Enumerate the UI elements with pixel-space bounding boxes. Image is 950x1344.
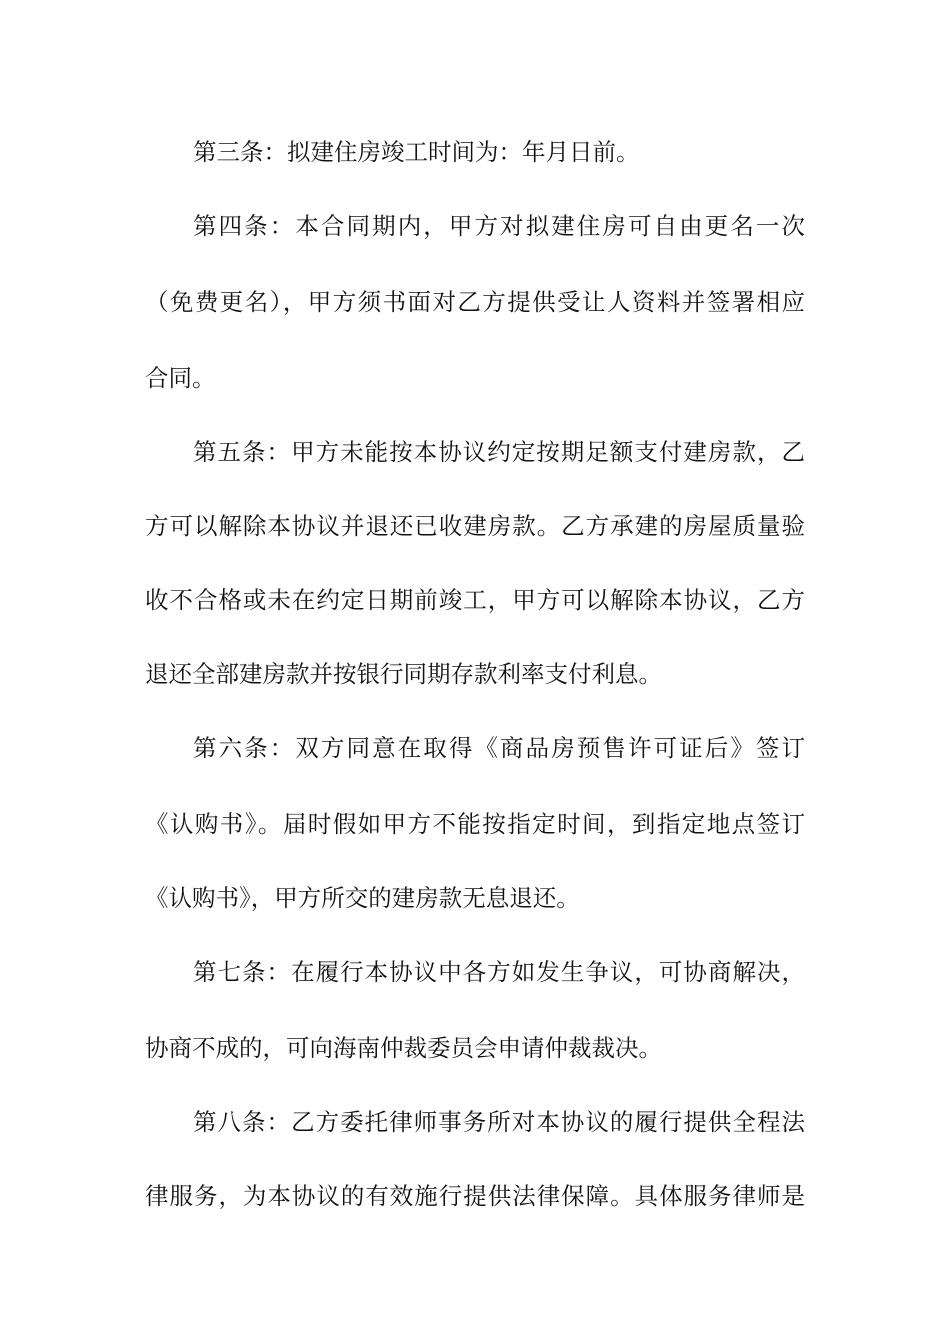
clause-8-line-2: 律服务，为本协议的有效施行提供法律保障。具体服务律师是 [145,1182,805,1210]
clause-7-line-2: 协商不成的，可向海南仲裁委员会申请仲裁裁决。 [145,1034,662,1062]
clause-3-line-1: 第三条：拟建住房竣工时间为：年月日前。 [193,138,640,166]
clause-5-line-4: 退还全部建房款并按银行同期存款利率支付利息。 [145,660,662,688]
clause-5-line-1: 第五条：甲方未能按本协议约定按期足额支付建房款，乙 [193,438,805,466]
clause-4-line-1: 第四条：本合同期内，甲方对拟建住房可自由更名一次 [193,212,805,240]
clause-6-line-2: 《认购书》。届时假如甲方不能按指定时间，到指定地点签订 [145,810,805,838]
clause-4-line-3: 合同。 [145,364,216,392]
clause-7-line-1: 第七条：在履行本协议中各方如发生争议，可协商解决， [193,958,805,986]
clause-5-line-3: 收不合格或未在约定日期前竣工，甲方可以解除本协议，乙方 [145,586,805,614]
clause-6-line-3: 《认购书》，甲方所交的建房款无息退还。 [145,884,580,912]
clause-8-line-1: 第八条：乙方委托律师事务所对本协议的履行提供全程法 [193,1108,805,1136]
clause-6-line-1: 第六条：双方同意在取得《商品房预售许可证后》签订 [193,734,805,762]
clause-5-line-2: 方可以解除本协议并退还已收建房款。乙方承建的房屋质量验 [145,512,805,540]
clause-4-line-2: （免费更名），甲方须书面对乙方提供受让人资料并签署相应 [145,288,805,316]
